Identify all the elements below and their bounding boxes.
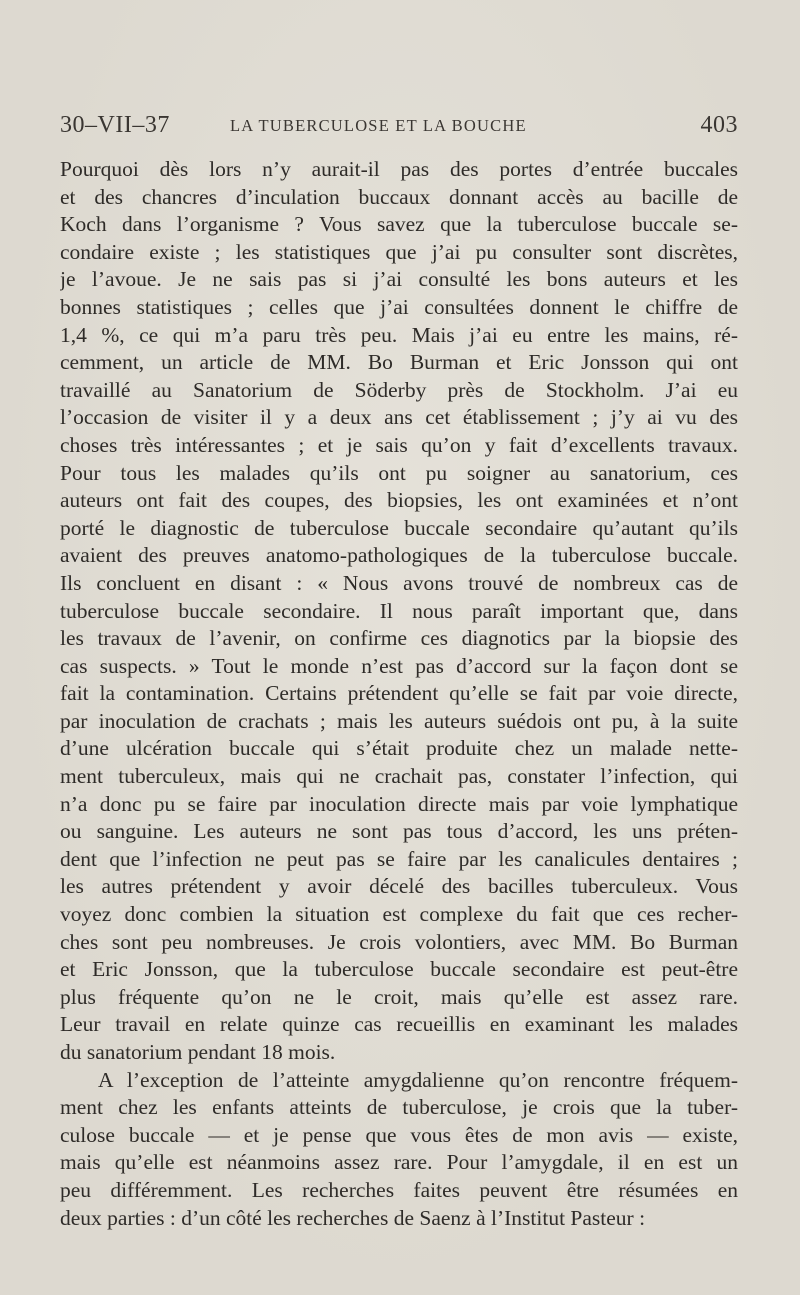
paragraph-2 xyxy=(60,1067,738,1233)
text-line: mais qu’elle est néanmoins assez rare. Pour l’amygdale, il en est un xyxy=(60,1150,738,1175)
text-line: cemment, un article de MM. Bo Burman et Eric Jonsson qui ont xyxy=(60,350,738,375)
text-line: les travaux de l’avenir, on confirme ces diagnotics par la biopsie des xyxy=(60,626,738,651)
text-line: bonnes statistiques ; celles que j’ai consultées donnent le chiffre de xyxy=(60,294,738,319)
text-line: et Eric Jonsson, que la tuberculose buccale secondaire est peut-être xyxy=(60,957,738,982)
text-line: Leur travail en relate quinze cas recueillis en examinant les malades xyxy=(60,1012,738,1037)
text-line: 1,4 %, ce qui m’a paru très peu. Mais j’ai eu entre les mains, ré- xyxy=(60,322,738,347)
text-line: porté le diagnostic de tuberculose buccale secondaire qu’autant qu’ils xyxy=(60,515,738,540)
text-line: je l’avoue. Je ne sais pas si j’ai consulté les bons auteurs et les xyxy=(60,267,738,292)
paragraph-1 xyxy=(60,156,738,1067)
text-line: ches sont peu nombreuses. Je crois volontiers, avec MM. Bo Burman xyxy=(60,929,738,954)
text-line: choses très intéressantes ; et je sais qu’on y fait d’excellents travaux. xyxy=(60,432,738,457)
text-line: tuberculose buccale secondaire. Il nous paraît important que, dans xyxy=(60,598,738,623)
text-line: ment chez les enfants atteints de tuberculose, je crois que la tuber- xyxy=(60,1095,738,1120)
text-line: ment tuberculeux, mais qui ne crachait pas, constater l’infection, qui xyxy=(60,764,738,789)
running-header xyxy=(60,112,738,142)
text-line: plus fréquente qu’on ne le croit, mais qu’elle est assez rare. xyxy=(60,984,738,1009)
text-line: voyez donc combien la situation est complexe du fait que ces recher- xyxy=(60,902,738,927)
body-text xyxy=(60,156,738,1232)
text-line: culose buccale — et je pense que vous êtes de mon avis — existe, xyxy=(60,1122,738,1147)
text-line: fait la contamination. Certains prétendent qu’elle se fait par voie directe, xyxy=(60,681,738,706)
text-line: A l’exception de l’atteinte amygdalienne qu’on rencontre fréquem- xyxy=(98,1067,738,1092)
text-line: Koch dans l’organisme ? Vous savez que la tuberculose buccale se- xyxy=(60,212,738,237)
text-line: d’une ulcération buccale qui s’était produite chez un malade nette- xyxy=(60,736,738,761)
text-line: travaillé au Sanatorium de Söderby près de Stockholm. J’ai eu xyxy=(60,377,738,402)
text-line: ou sanguine. Les auteurs ne sont pas tous d’accord, les uns préten- xyxy=(60,819,738,844)
text-line: dent que l’infection ne peut pas se faire par les canalicules dentaires ; xyxy=(60,846,738,871)
text-line: cas suspects. » Tout le monde n’est pas d’accord sur la façon dont se xyxy=(60,653,738,678)
text-line: l’occasion de visiter il y a deux ans cet établissement ; j’y ai vu des xyxy=(60,405,738,430)
text-line: deux parties : d’un côté les recherches de Saenz à l’Institut Pasteur : xyxy=(60,1205,646,1230)
text-line: Pour tous les malades qu’ils ont pu soigner au sanatorium, ces xyxy=(60,460,738,485)
page-number: 403 xyxy=(700,112,738,138)
text-line: les autres prétendent y avoir décelé des bacilles tuberculeux. Vous xyxy=(60,874,738,899)
text-line: du sanatorium pendant 18 mois. xyxy=(60,1040,336,1064)
text-line: avaient des preuves anatomo-pathologiques de la tuberculose buccale. xyxy=(60,543,738,568)
header-date: 30–VII–37 xyxy=(60,112,170,138)
text-line: n’a donc pu se faire par inoculation directe mais par voie lymphatique xyxy=(60,791,738,816)
text-line: condaire existe ; les statistiques que j’ai pu consulter sont discrètes, xyxy=(60,239,738,264)
text-line: et des chancres d’inculation buccaux donnant accès au bacille de xyxy=(60,184,738,209)
text-line: peu différemment. Les recherches faites peuvent être résumées en xyxy=(60,1177,738,1202)
text-line: auteurs ont fait des coupes, des biopsies, les ont examinées et n’ont xyxy=(60,488,738,513)
text-line: par inoculation de crachats ; mais les auteurs suédois ont pu, à la suite xyxy=(60,708,738,733)
header-title: LA TUBERCULOSE ET LA BOUCHE xyxy=(230,116,527,135)
text-line: Pourquoi dès lors n’y aurait-il pas des portes d’entrée buccales xyxy=(60,157,738,181)
text-line: Ils concluent en disant : « Nous avons trouvé de nombreux cas de xyxy=(60,570,738,595)
